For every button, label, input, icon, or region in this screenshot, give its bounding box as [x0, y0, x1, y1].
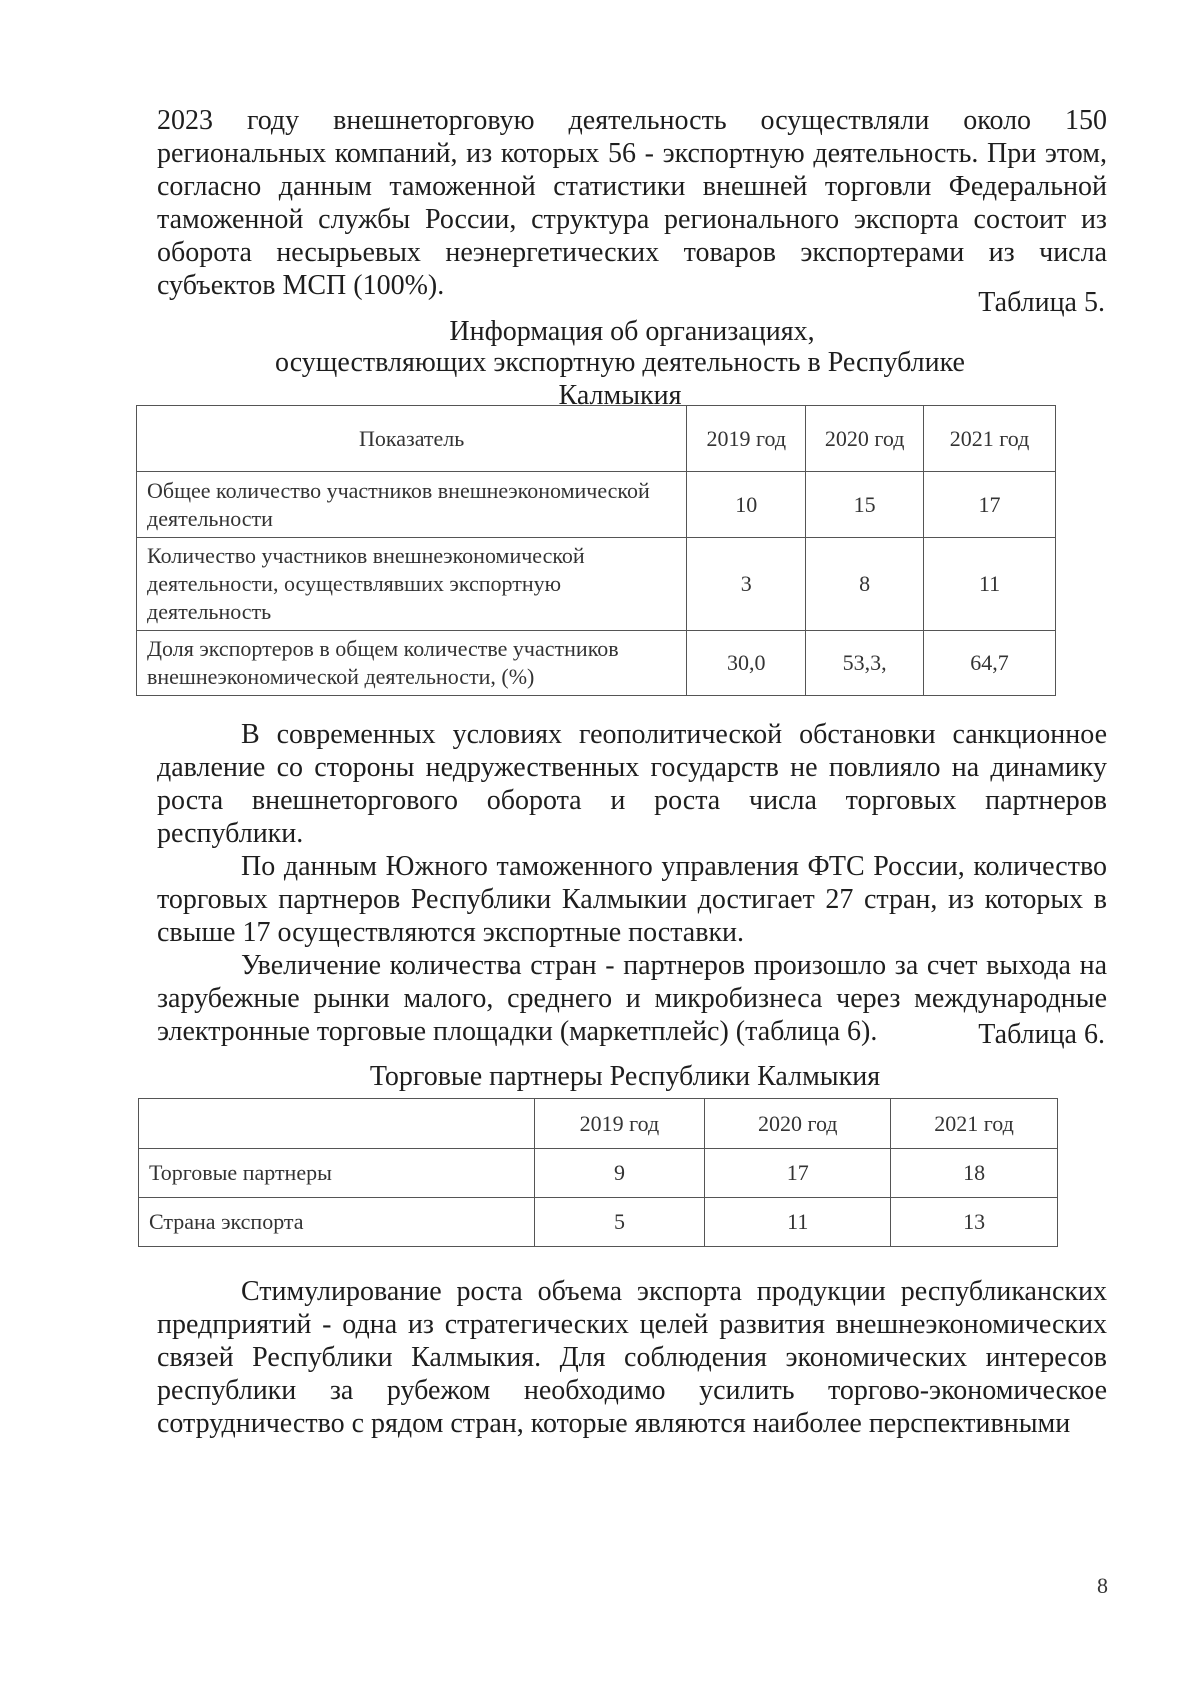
table6-header-cell: 2020 год — [705, 1099, 891, 1149]
table-row — [137, 538, 1056, 631]
table5-row-label: Количество участников внешнеэкономической деятельности, осуществлявших экспортную деятельность — [137, 538, 687, 631]
table5-header-cell: Показатель — [137, 406, 687, 472]
table5-cell: 8 — [806, 538, 924, 631]
table5-cell: 17 — [924, 472, 1056, 538]
table6-cell: 17 — [705, 1149, 891, 1198]
table6-label: Таблица 6. — [978, 1019, 1105, 1050]
table6-cell: 18 — [891, 1149, 1058, 1198]
table6-header-cell — [139, 1099, 535, 1149]
table6-cell: 11 — [705, 1198, 891, 1247]
table5-title-line2: осуществляющих экспортную деятельность в Республике Калмыкия — [275, 347, 965, 411]
table6-row-label: Торговые партнеры — [139, 1149, 535, 1198]
table6-row-label: Страна экспорта — [139, 1198, 535, 1247]
table5-label: Таблица 5. — [978, 287, 1105, 318]
table5-cell: 30,0 — [687, 631, 806, 696]
table6-cell: 13 — [891, 1198, 1058, 1247]
paragraph-intro: 2023 году внешнеторговую деятельность осуществляли около 150 региональных компаний, из которых 56 - экспортную деятельность. При этом, согласно данным таможенной статистики внешней торговли Федеральной таможенной службы России, структура регионального экспорта состоит из оборота несырьевых неэнергетических товаров экспортерами из числа субъектов МСП (100%). — [157, 105, 1107, 301]
table-row — [139, 1149, 1058, 1198]
table6-header-cell: 2019 год — [534, 1099, 705, 1149]
table5-cell: 15 — [806, 472, 924, 538]
table5-title-line1: Информация об организациях, — [449, 316, 815, 347]
table-row — [137, 472, 1056, 538]
table5 — [136, 405, 1056, 696]
paragraph-increase: Увеличение количества стран - партнеров произошло за счет выхода на зарубежные рынки малого, среднего и микробизнеса через международные электронные торговые площадки (маркетплейс) (таблица 6). — [157, 950, 1107, 1047]
table-row — [137, 631, 1056, 696]
table5-header-row — [137, 406, 1056, 472]
table5-header-cell: 2019 год — [687, 406, 806, 472]
table6-header-row — [139, 1099, 1058, 1149]
table6-header-cell: 2021 год — [891, 1099, 1058, 1149]
table5-header-cell: 2020 год — [806, 406, 924, 472]
page-number: 8 — [1097, 1573, 1108, 1598]
table5-cell: 64,7 — [924, 631, 1056, 696]
table5-row-label: Доля экспортеров в общем количестве участников внешнеэкономической деятельности, (%) — [137, 631, 687, 696]
table6-title: Торговые партнеры Республики Калмыкия — [369, 1061, 881, 1092]
paragraph-partners: По данным Южного таможенного управления ФТС России, количество торговых партнеров Республики Калмыкии достигает 27 стран, из которых в свыше 17 осуществляются экспортные поставки. — [157, 851, 1107, 948]
table5-cell: 3 — [687, 538, 806, 631]
paragraph-sanctions: В современных условиях геополитической обстановки санкционное давление со стороны недружественных государств не повлияло на динамику роста внешнеторгового оборота и роста числа торговых партнеров республики. — [157, 719, 1107, 849]
table5-row-label: Общее количество участников внешнеэкономической деятельности — [137, 472, 687, 538]
table5-header-cell: 2021 год — [924, 406, 1056, 472]
table5-cell: 53,3, — [806, 631, 924, 696]
table6 — [138, 1098, 1058, 1247]
table5-cell: 11 — [924, 538, 1056, 631]
table-row — [139, 1198, 1058, 1247]
table6-cell: 9 — [534, 1149, 705, 1198]
paragraph-stimulus: Стимулирование роста объема экспорта продукции республиканских предприятий - одна из стратегических целей развития внешнеэкономических связей Республики Калмыкия. Для соблюдения экономических интересов республики за рубежом необходимо усилить торгово-экономическое сотрудничество с рядом стран, которые являются наиболее перспективными — [157, 1276, 1107, 1439]
table6-cell: 5 — [534, 1198, 705, 1247]
table5-cell: 10 — [687, 472, 806, 538]
